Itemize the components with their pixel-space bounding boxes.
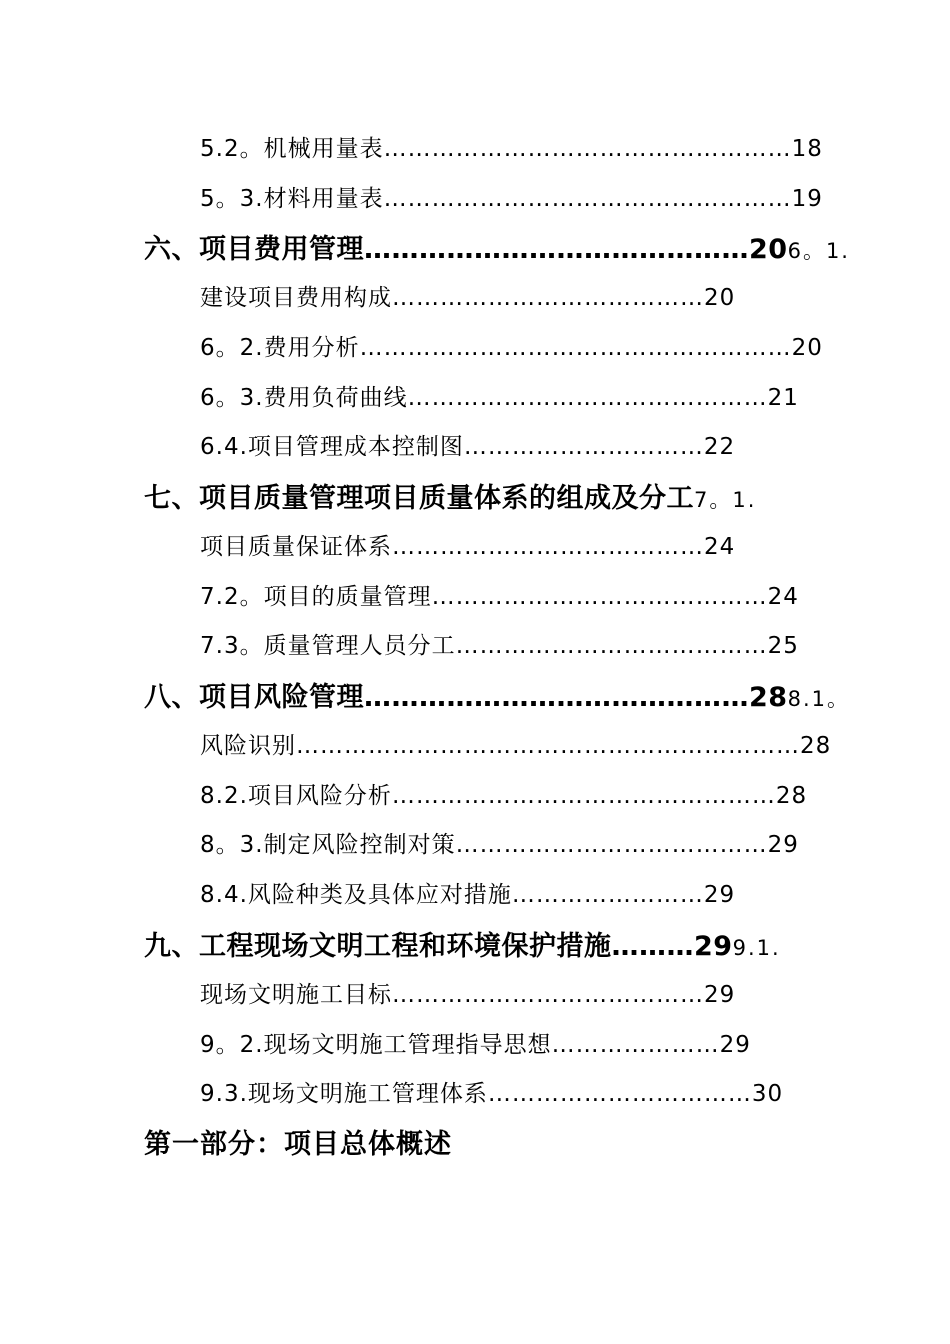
toc-entry-number: 7。1. xyxy=(694,488,757,512)
toc-entry: 6.4.项目管理成本控制图…………………………22 xyxy=(200,434,736,460)
toc-entry: 7.3。质量管理人员分工…………………………………25 xyxy=(200,633,799,659)
toc-entry-number: 6。1. xyxy=(787,239,850,263)
toc-section-title: 八、项目风险管理……………………………………28 xyxy=(144,682,788,713)
toc-section-title: 九、工程现场文明工程和环境保护措施………29 xyxy=(144,931,733,962)
toc-section-heading xyxy=(144,236,850,263)
toc-entry: 风险识别………………………………………………………28 xyxy=(200,733,832,759)
toc-section-title: 六、项目费用管理……………………………………20 xyxy=(144,234,788,265)
toc-section-heading xyxy=(144,485,756,512)
toc-entry: 现场文明施工目标…………………………………29 xyxy=(200,982,736,1008)
toc-entry: 8.2.项目风险分析…………………………………………28 xyxy=(200,783,808,809)
toc-section-heading xyxy=(144,684,850,711)
toc-entry: 8。3.制定风险控制对策…………………………………29 xyxy=(200,832,799,858)
toc-entry: 9.3.现场文明施工管理体系……………………………30 xyxy=(200,1081,784,1107)
toc-entry: 5。3.材料用量表……………………………………………19 xyxy=(200,186,823,212)
toc-entry: 7.2。项目的质量管理……………………………………24 xyxy=(200,584,799,610)
toc-entry: 5.2。机械用量表……………………………………………18 xyxy=(200,136,823,162)
part-heading: 第一部分：项目总体概述 xyxy=(144,1129,452,1160)
toc-entry: 6。3.费用负荷曲线………………………………………21 xyxy=(200,385,799,411)
toc-entry: 项目质量保证体系…………………………………24 xyxy=(200,534,736,560)
toc-entry-number: 9.1. xyxy=(732,936,781,960)
toc-section-title: 七、项目质量管理项目质量体系的组成及分工 xyxy=(144,483,694,514)
toc-section-heading xyxy=(144,933,781,960)
toc-entry: 9。2.现场文明施工管理指导思想…………………29 xyxy=(200,1032,751,1058)
toc-entry: 建设项目费用构成…………………………………20 xyxy=(200,285,736,311)
toc-entry: 8.4.风险种类及具体应对措施……………………29 xyxy=(200,882,736,908)
toc-entry-number: 8.1。 xyxy=(787,687,850,711)
toc-entry: 6。2.费用分析………………………………………………20 xyxy=(200,335,823,361)
